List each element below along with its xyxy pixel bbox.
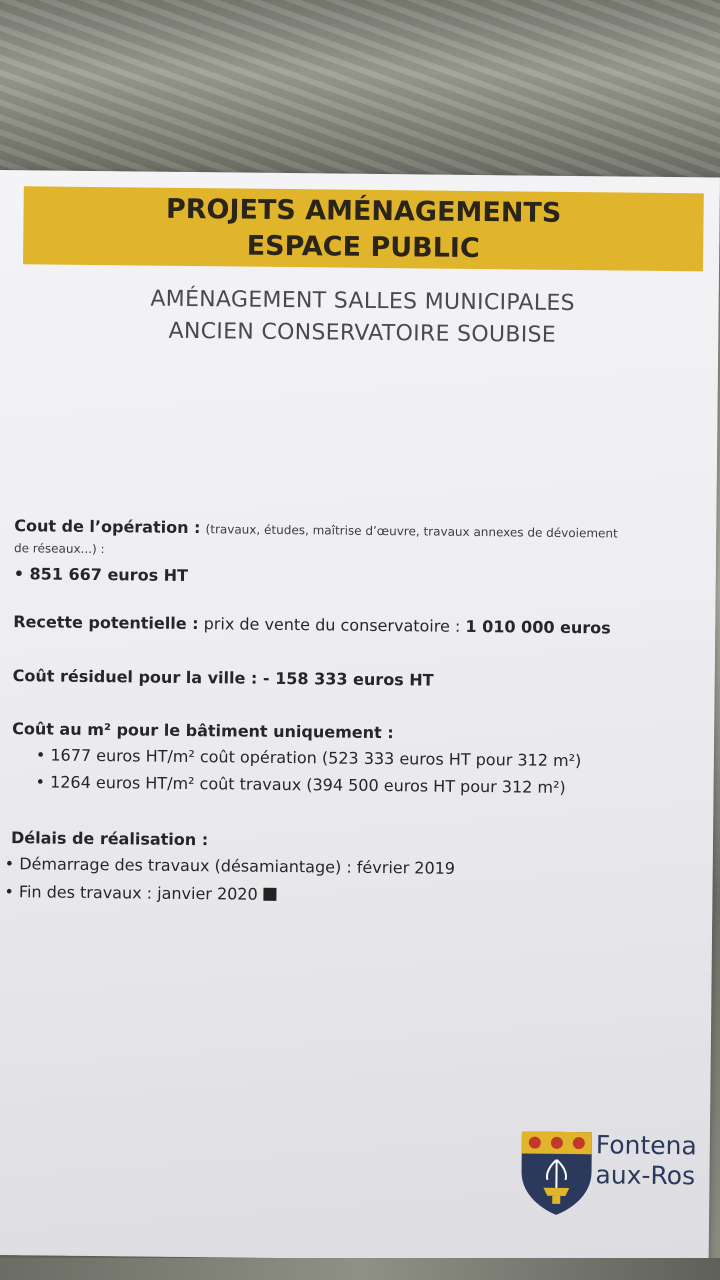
cout-operation-detail-line2: de réseaux...) : [13,541,105,557]
cout-operation-detail-line1: (travaux, études, maîtrise d’œuvre, travaux annexes de dévoiement [205,522,618,541]
banner-title-line1: PROJETS AMÉNAGEMENTS [165,193,562,229]
subtitle-line2: ANCIEN CONSERVATOIRE SOUBISE [168,318,557,348]
recette-row [13,612,611,637]
cout-residuel-label: Coût résiduel pour la ville : [12,666,258,688]
recette-value: 1 010 000 euros [465,616,611,638]
cout-operation-heading [14,516,618,541]
document-sheet [0,170,720,1262]
logo-text [595,1130,697,1191]
end-square-icon [264,888,277,901]
bottom-background-strip [0,1258,720,1280]
delais-item-2-row [4,882,276,904]
subtitle-line1: AMÉNAGEMENT SALLES MUNICIPALES [150,286,575,317]
cout-operation-label: Cout de l’opération : [14,516,201,538]
logo-text-line2: aux-Ros [595,1160,696,1191]
city-logo [519,1129,710,1221]
subtitle [22,282,703,353]
recette-label: Recette potentielle : [13,612,199,634]
delais-item-1: • Démarrage des travaux (désamiantage) : février 2019 [4,854,456,878]
marble-background [0,0,720,180]
cout-m2-item-2: • 1264 euros HT/m² coût travaux (394 500 euros HT pour 312 m²) [35,772,566,797]
recette-text: prix de vente du conservatoire : [203,614,461,636]
coat-of-arms-icon [519,1129,594,1216]
title-banner [23,186,704,271]
banner-title-line2: ESPACE PUBLIC [246,230,480,265]
cout-residuel-value: - 158 333 euros HT [262,668,434,690]
cout-operation-value: • 851 667 euros HT [13,564,189,585]
cout-m2-label: Coût au m² pour le bâtiment uniquement : [12,719,394,743]
logo-text-line1: Fontena [595,1130,697,1161]
delais-item-2: • Fin des travaux : janvier 2020 [4,882,258,904]
cout-residuel-row [13,666,434,689]
cout-m2-item-1: • 1677 euros HT/m² coût opération (523 333 euros HT pour 312 m²) [35,745,582,771]
delais-label: Délais de réalisation : [10,828,209,850]
